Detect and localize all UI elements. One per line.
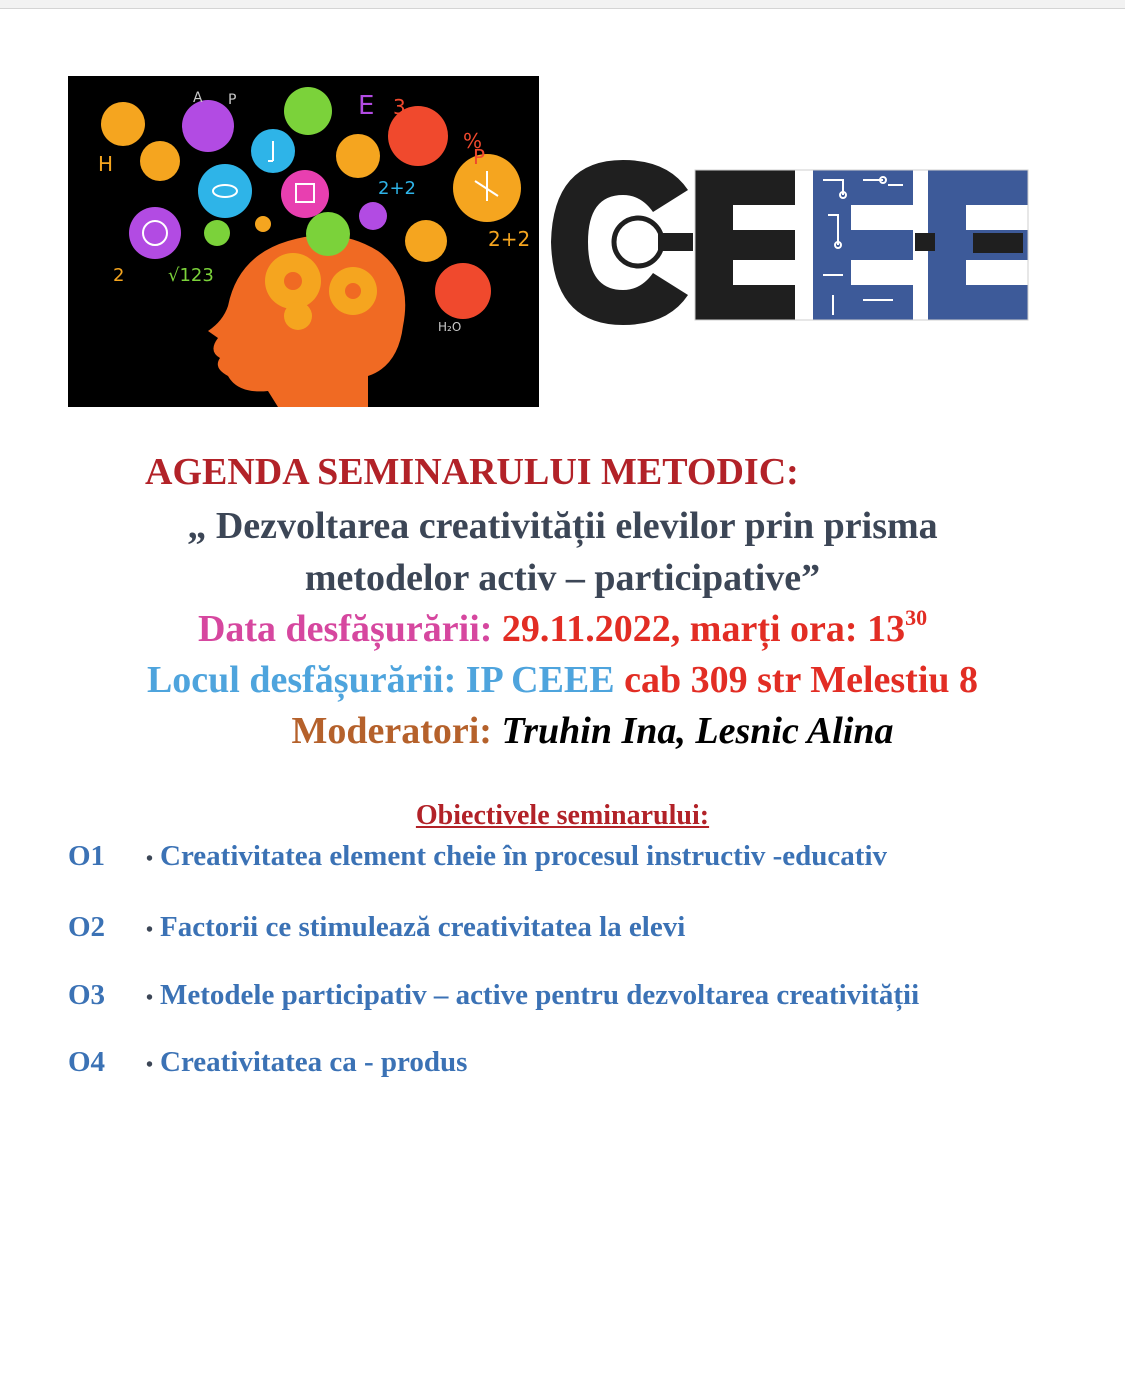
svg-text:A: A xyxy=(193,90,203,106)
objective-code: O3 xyxy=(68,979,106,1011)
location-value: cab 309 str Melestiu 8 xyxy=(624,659,979,701)
objectives-heading: Obiectivele seminarului: xyxy=(415,800,710,831)
objective-code: O2 xyxy=(68,911,106,943)
seminar-topic-line2 xyxy=(0,556,1125,600)
svg-text:E: E xyxy=(358,91,375,121)
objective-text: Factorii ce stimulează creativitatea la elevi xyxy=(160,911,686,943)
moderators-names: Truhin Ina, Lesnic Alina xyxy=(501,710,894,752)
objective-text: Creativitatea element cheie în procesul instructiv -educativ xyxy=(160,840,887,872)
brain-illustration xyxy=(68,76,539,407)
svg-text:3: 3 xyxy=(393,95,406,119)
moderators-line xyxy=(0,709,1125,753)
svg-text:H: H xyxy=(98,152,114,176)
date-minutes: 30 xyxy=(905,605,928,630)
svg-text:P: P xyxy=(228,92,237,108)
svg-text:H₂O: H₂O xyxy=(438,320,462,334)
ceee-logo xyxy=(543,155,1033,330)
svg-text:P: P xyxy=(473,145,486,169)
svg-text:2: 2 xyxy=(113,265,125,286)
location-line xyxy=(0,658,1125,702)
date-value xyxy=(501,605,928,650)
objective-text: Creativitatea ca - produs xyxy=(160,1046,468,1078)
seminar-topic-line1 xyxy=(0,504,1125,548)
bullet-icon: • xyxy=(146,1054,154,1076)
location-label: Locul desfășurării: IP CEEE xyxy=(146,659,625,701)
bullet-icon: • xyxy=(146,919,154,941)
bullet-icon: • xyxy=(146,848,154,870)
agenda-title: AGENDA SEMINARULUI METODIC: xyxy=(145,451,799,493)
bullet-icon: • xyxy=(146,987,154,1009)
svg-text:%: % xyxy=(463,129,483,153)
moderators-label: Moderatori: xyxy=(291,710,492,752)
svg-text:2+2: 2+2 xyxy=(488,227,531,251)
objective-code: O4 xyxy=(68,1046,106,1078)
seminar-topic-text2: metodelor activ – participative” xyxy=(304,557,821,599)
date-value-main: 29.11.2022, marți ora: 13 xyxy=(501,608,906,650)
date-label: Data desfășurării: xyxy=(197,608,493,650)
seminar-topic-text1: „ Dezvoltarea creativității elevilor prin prisma xyxy=(187,505,938,547)
objective-text: Metodele participativ – active pentru dezvoltarea creativității xyxy=(160,979,920,1011)
top-border xyxy=(0,0,1125,9)
svg-text:2+2: 2+2 xyxy=(378,178,416,199)
svg-text:√123: √123 xyxy=(168,265,214,286)
date-line xyxy=(0,607,1125,651)
objective-code: O1 xyxy=(68,840,106,872)
